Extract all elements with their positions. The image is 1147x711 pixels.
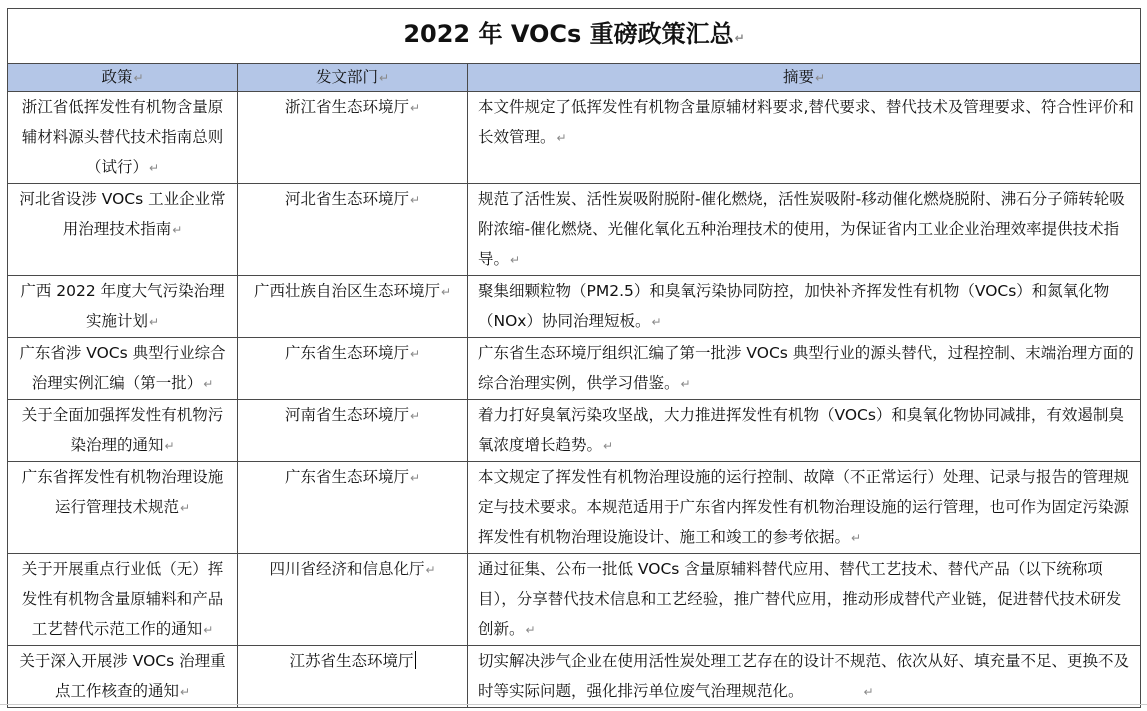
- paragraph-mark-icon: ↵: [603, 439, 614, 453]
- paragraph-mark-icon: ↵: [203, 377, 214, 391]
- page-edge: [0, 704, 1147, 705]
- paragraph-mark-icon: ↵: [409, 347, 421, 361]
- department-cell[interactable]: 浙江省生态环境厅↵: [238, 92, 468, 184]
- department-cell[interactable]: 河北省生态环境厅↵: [238, 184, 468, 276]
- department-cell[interactable]: 河南省生态环境厅↵: [238, 400, 468, 462]
- table-row: [8, 646, 1141, 708]
- policy-table: [7, 8, 1141, 708]
- paragraph-mark-icon: ↵: [409, 409, 421, 423]
- paragraph-mark-icon: ↵: [863, 685, 874, 699]
- paragraph-mark-icon: ↵: [680, 377, 691, 391]
- policy-cell[interactable]: 浙江省低挥发性有机物含量原辅材料源头替代技术指南总则（试行）↵: [8, 92, 238, 184]
- header-department[interactable]: 发文部门↵: [238, 64, 468, 92]
- table-row: [8, 338, 1141, 400]
- department-cell[interactable]: 广西壮族自治区生态环境厅↵: [238, 276, 468, 338]
- policy-cell[interactable]: 河北省设涉 VOCs 工业企业常用治理技术指南↵: [8, 184, 238, 276]
- policy-cell[interactable]: 广东省挥发性有机物治理设施运行管理技术规范↵: [8, 462, 238, 554]
- table-row: [8, 400, 1141, 462]
- paragraph-mark-icon: ↵: [409, 101, 421, 115]
- paragraph-mark-icon: ↵: [510, 253, 521, 267]
- table-row: [8, 276, 1141, 338]
- paragraph-mark-icon: ↵: [133, 71, 144, 85]
- summary-cell[interactable]: 本文件规定了低挥发性有机物含量原辅材料要求,替代要求、替代技术及管理要求、符合性评价和长效管理。↵: [468, 92, 1141, 184]
- paragraph-mark-icon: ↵: [148, 161, 160, 175]
- summary-cell[interactable]: 聚集细颗粒物（PM2.5）和臭氧污染协同防控，加快补齐挥发性有机物（VOCs）和氮氧化物（NOx）协同治理短板。↵: [468, 276, 1141, 338]
- summary-cell[interactable]: 切实解决涉气企业在使用活性炭处理工艺存在的设计不规范、依次从好、填充量不足、更换不及时等实际问题，强化排污单位废气治理规范化。 ↵: [468, 646, 1141, 708]
- paragraph-mark-icon: ↵: [378, 71, 390, 85]
- document-page: [7, 8, 1140, 708]
- header-policy[interactable]: 政策↵: [8, 64, 238, 92]
- policy-cell[interactable]: 广东省涉 VOCs 典型行业综合治理实例汇编（第一批）↵: [8, 338, 238, 400]
- paragraph-mark-icon: ↵: [525, 623, 536, 637]
- table-row: [8, 92, 1141, 184]
- paragraph-mark-icon: ↵: [556, 131, 567, 145]
- paragraph-mark-icon: ↵: [651, 315, 662, 329]
- department-cell[interactable]: 广东省生态环境厅↵: [238, 462, 468, 554]
- table-title[interactable]: [8, 9, 1141, 64]
- paragraph-mark-icon: ↵: [148, 315, 160, 329]
- policy-cell[interactable]: 关于全面加强挥发性有机物污染治理的通知↵: [8, 400, 238, 462]
- text-cursor: [415, 651, 416, 669]
- paragraph-mark-icon: ↵: [164, 439, 175, 453]
- summary-cell[interactable]: 通过征集、公布一批低 VOCs 含量原辅料替代应用、替代工艺技术、替代产品（以下统称项目），分享替代技术信息和工艺经验，推广替代应用，推动形成替代产业链，促进替代技术研发创新。↵: [468, 554, 1141, 646]
- paragraph-mark-icon: ↵: [425, 563, 436, 577]
- policy-cell[interactable]: 广西 2022 年度大气污染治理实施计划↵: [8, 276, 238, 338]
- table-row: [8, 554, 1141, 646]
- paragraph-mark-icon: ↵: [203, 623, 214, 637]
- paragraph-mark-icon: ↵: [440, 285, 452, 299]
- paragraph-mark-icon: ↵: [179, 685, 191, 699]
- policy-cell[interactable]: 关于开展重点行业低（无）挥发性有机物含量原辅料和产品工艺替代示范工作的通知↵: [8, 554, 238, 646]
- header-summary[interactable]: 摘要↵: [468, 64, 1141, 92]
- summary-cell[interactable]: 规范了活性炭、活性炭吸附脱附-催化燃烧，活性炭吸附-移动催化燃烧脱附、沸石分子筛转轮吸附浓缩-催化燃烧、光催化氧化五种治理技术的使用，为保证省内工业企业治理效率提供技术指导。↵: [468, 184, 1141, 276]
- department-cell[interactable]: 广东省生态环境厅↵: [238, 338, 468, 400]
- summary-cell[interactable]: 本文规定了挥发性有机物治理设施的运行控制、故障（不正常运行）处理、记录与报告的管理规定与技术要求。本规范适用于广东省内挥发性有机物治理设施的运行管理，也可作为固定污染源挥发性有机物治理设施设计、施工和竣工的参考依据。↵: [468, 462, 1141, 554]
- paragraph-mark-icon: ↵: [409, 471, 421, 485]
- paragraph-mark-icon: ↵: [172, 223, 183, 237]
- summary-cell[interactable]: 着力打好臭氧污染攻坚战，大力推进挥发性有机物（VOCs）和臭氧化物协同减排，有效遏制臭氧浓度增长趋势。↵: [468, 400, 1141, 462]
- paragraph-mark-icon: ↵: [851, 531, 862, 545]
- department-cell[interactable]: 四川省经济和信息化厅↵: [238, 554, 468, 646]
- table-row: [8, 462, 1141, 554]
- policy-cell[interactable]: 关于深入开展涉 VOCs 治理重点工作核查的通知↵: [8, 646, 238, 708]
- title-text: 2022 年 VOCs 重磅政策汇总: [403, 20, 734, 48]
- paragraph-mark-icon: ↵: [814, 71, 826, 85]
- paragraph-mark-icon: ↵: [409, 193, 421, 207]
- department-cell[interactable]: 江苏省生态环境厅: [238, 646, 468, 708]
- table-row: [8, 184, 1141, 276]
- paragraph-mark-icon: ↵: [734, 31, 745, 45]
- header-row: [8, 64, 1141, 92]
- summary-cell[interactable]: 广东省生态环境厅组织汇编了第一批涉 VOCs 典型行业的源头替代，过程控制、末端治理方面的综合治理实例，供学习借鉴。↵: [468, 338, 1141, 400]
- paragraph-mark-icon: ↵: [179, 501, 191, 515]
